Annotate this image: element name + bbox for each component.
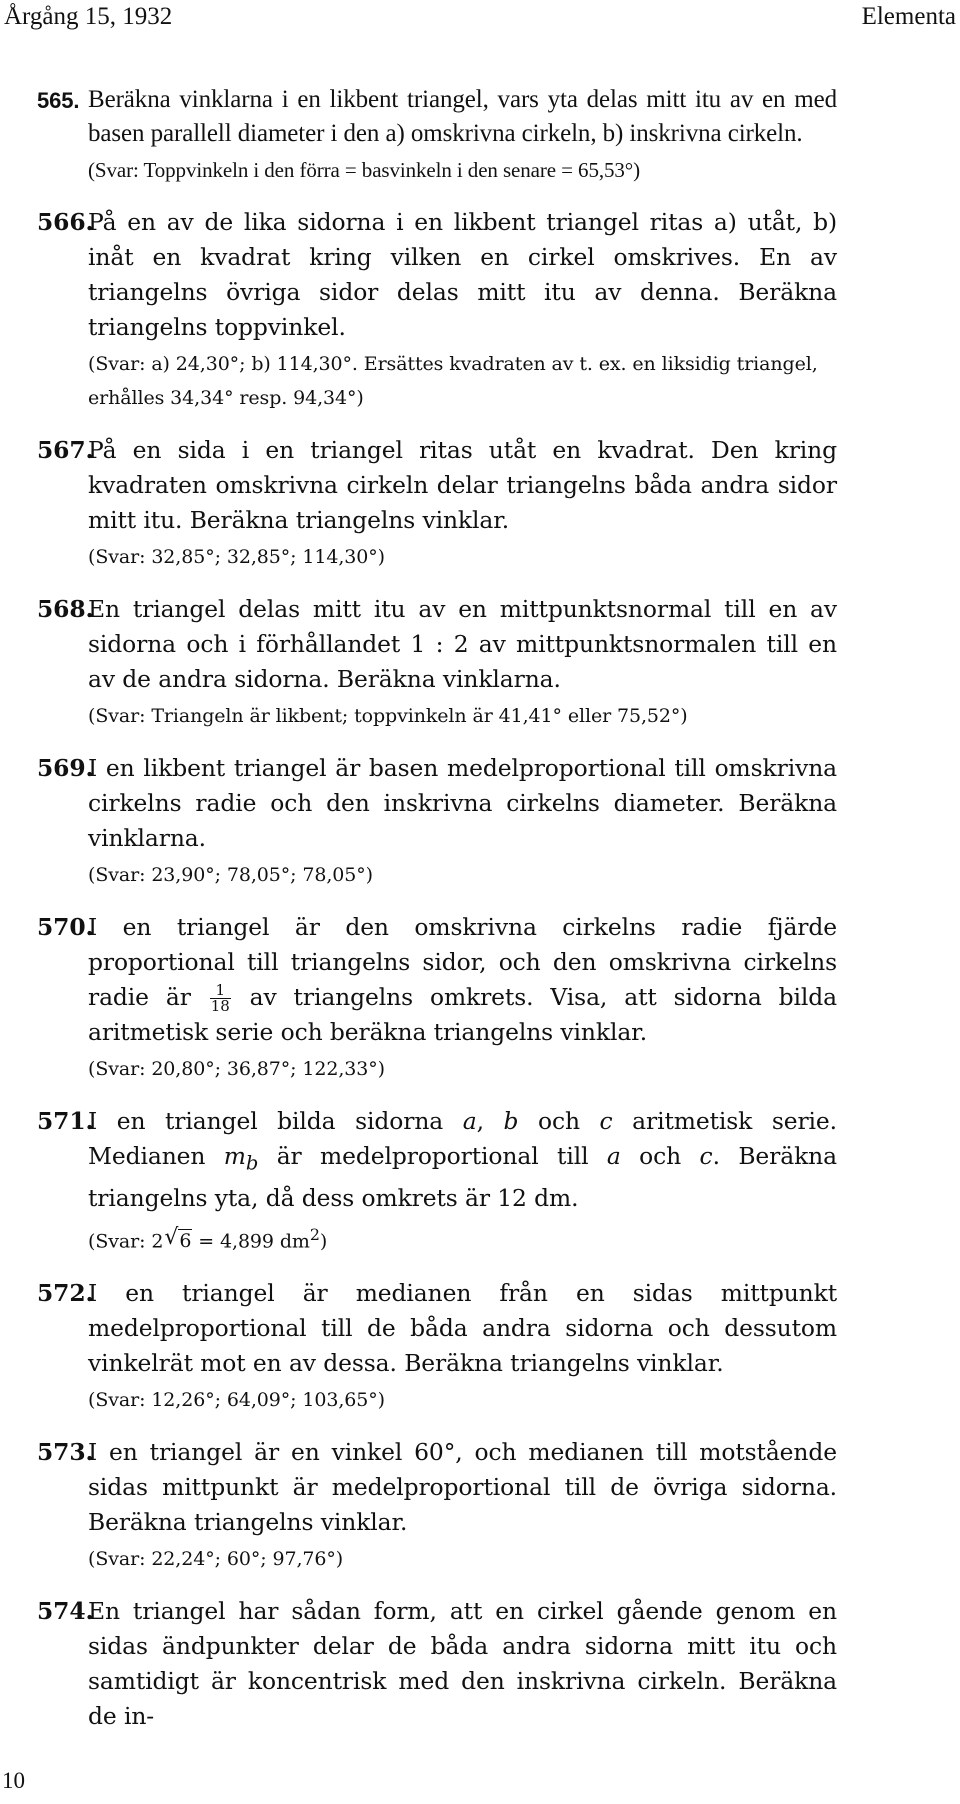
variable-c: c [699,1142,713,1170]
fraction-denominator: 18 [210,997,230,1015]
text-segment: . Beräkna triangelns yta, då dess omkrets är 12 dm. [88,1142,837,1212]
problem-566 [37,205,837,415]
problem-answer: (Svar: a) 24,30°; b) 114,30°. Ersättes kvadraten av t. ex. en liksidig triangel, erhålles 34,34° resp. 94,34°) [88,353,818,409]
variable-subscript-b: b [245,1151,259,1175]
radical-sign-icon: √ [164,1225,179,1250]
problem-number: 567. [37,436,94,464]
variable-c: c [599,1107,613,1135]
problem-number: 572. [37,1279,94,1307]
problem-text-after-fraction: av triangelns omkrets. Visa, att sidorna bilda aritmetisk serie och beräkna triangelns vinklar. [88,983,837,1046]
fraction [210,983,231,1014]
text-segment: och [538,1107,580,1135]
problem-answer: (Svar: 32,85°; 32,85°; 114,30°) [88,546,385,568]
text-segment: aritmetisk serie. Medianen [88,1107,838,1170]
problem-text-before-fraction: I en triangel är den omskrivna cirkelns radie fjärde proportional till triangelns sidor, och den omskrivna cirkelns radie är [88,913,837,1011]
problem-answer: (Svar: Triangeln är likbent; toppvinkeln är 41,41° eller 75,52°) [88,705,688,727]
variable-a: a [462,1107,477,1135]
header-volume-year: Årgång 15, 1932 [4,3,173,30]
square-root [164,1224,192,1258]
answer-suffix: ) [319,1230,328,1252]
answer-middle: = 4,899 dm [192,1230,310,1252]
page-number: 10 [2,1768,25,1793]
problem-answer: (Svar: 20,80°; 36,87°; 122,33°) [88,1058,385,1080]
running-header [0,0,960,40]
problem-573 [37,1435,837,1576]
answer-exponent: 2 [309,1224,320,1244]
text-segment: och [639,1142,682,1170]
problem-568 [37,592,837,733]
problem-text: Beräkna vinklarna i en likbent triangel, vars yta delas mitt itu av en med basen parallell diameter i den a) omskrivna cirkeln, b) inskrivna cirkeln. [88,86,837,147]
problem-text [88,1104,837,1216]
problem-569 [37,751,837,892]
problem-answer: (Svar: 12,26°; 64,09°; 103,65°) [88,1389,385,1411]
problem-answer: (Svar: 23,90°; 78,05°; 78,05°) [88,864,373,886]
problem-number: 574. [37,1597,94,1625]
variable-a: a [606,1142,621,1170]
text-segment: I en triangel bilda sidorna [88,1107,444,1135]
problem-text: En triangel delas mitt itu av en mittpunktsnormal till en av sidorna och i förhållandet 1 : 2 av mittpunktsnormalen till en av de andra sidorna. Beräkna vinklarna. [88,595,837,693]
variable-b: b [503,1107,519,1135]
problem-572 [37,1276,837,1417]
problem-text: I en likbent triangel är basen medelproportional till omskrivna cirkelns radie och den inskrivna cirkelns diameter. Beräkna vinklarna. [88,754,837,852]
separator: , [476,1107,484,1135]
problem-text: På en sida i en triangel ritas utåt en kvadrat. Den kring kvadraten omskrivna cirkeln delar triangelns båda andra sidor mitt itu. Beräkna triangelns vinklar. [88,436,837,534]
problem-570 [37,910,837,1086]
problem-answer [88,1218,837,1258]
problem-text: I en triangel är medianen från en sidas mittpunkt medelproportional till de båda andra sidorna och dessutom vinkelrät mot en av dessa. Beräkna triangelns vinklar. [88,1279,837,1377]
problem-number: 566. [37,208,94,236]
problem-574 [37,1594,837,1734]
problem-567 [37,433,837,574]
problem-number: 570. [37,913,94,941]
answer-prefix: (Svar: 2 [88,1230,164,1252]
problem-text: På en av de lika sidorna i en likbent triangel ritas a) utåt, b) inåt en kvadrat kring vilken en cirkel omskrives. En av triangelns övriga sidor delas mitt itu av denna. Beräkna triangelns toppvinkel. [88,208,837,341]
problem-list [37,83,837,1752]
problem-571 [37,1104,837,1258]
fraction-numerator: 1 [210,983,231,999]
problem-answer: (Svar: 22,24°; 60°; 97,76°) [88,1548,344,1570]
problem-number: 565. [37,88,80,113]
problem-565 [37,83,837,187]
radicand: 6 [179,1230,192,1252]
problem-number: 573. [37,1438,94,1466]
problem-answer: (Svar: Toppvinkeln i den förra = basvinkeln i den senare = 65,53°) [88,158,640,182]
problem-text: En triangel har sådan form, att en cirkel gående genom en sidas ändpunkter delar de båda andra sidorna mitt itu och samtidigt är koncentrisk med den inskrivna cirkeln. Beräkna de in- [88,1597,837,1730]
header-journal-name: Elementa [861,3,956,30]
problem-number: 571. [37,1107,94,1135]
problem-number: 569. [37,754,94,782]
problem-text [88,910,837,1050]
problem-number: 568. [37,595,94,623]
problem-text: I en triangel är en vinkel 60°, och medianen till motstående sidas mittpunkt är medelproportional till de övriga sidorna. Beräkna triangelns vinklar. [88,1438,837,1536]
text-segment: är medelproportional till [276,1142,589,1170]
variable-m: m [223,1142,246,1170]
